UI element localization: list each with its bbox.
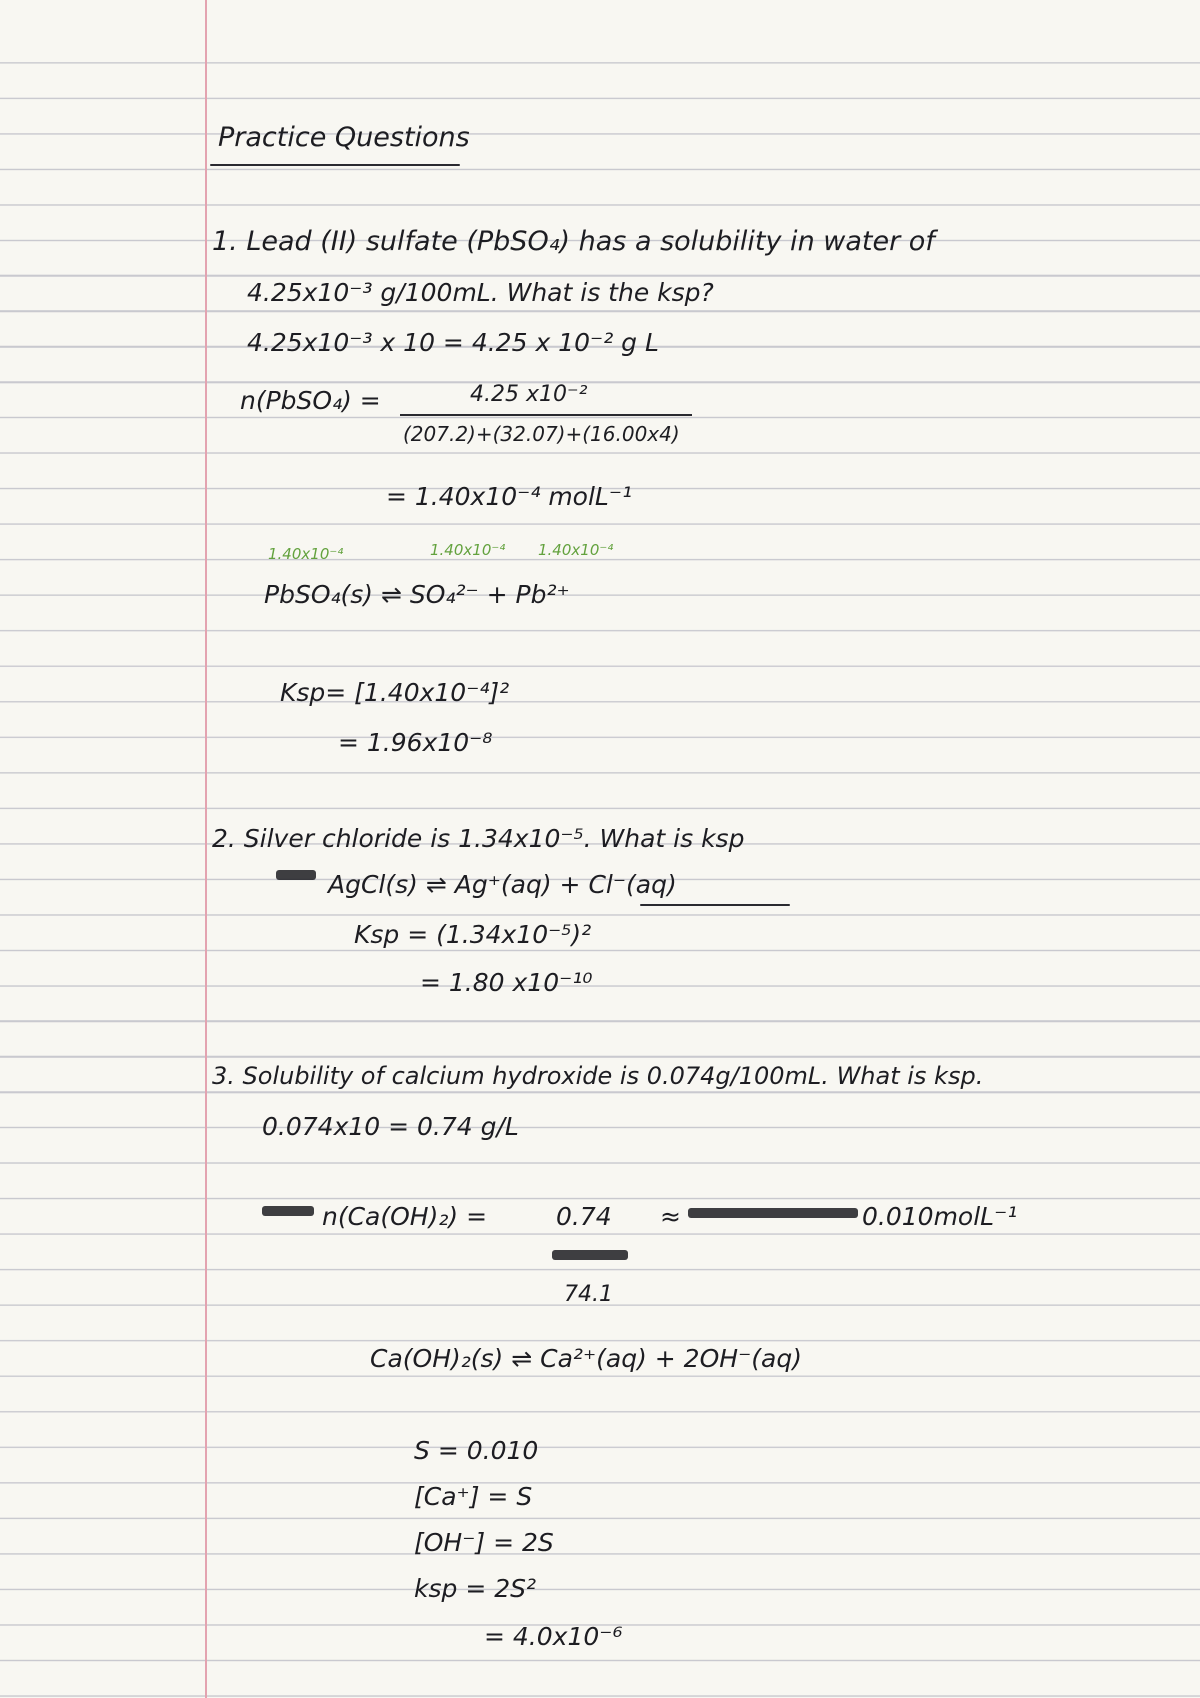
q3-approx-sign: ≈ [660, 1202, 681, 1231]
q1-equilibrium-equation: PbSO₄(s) ⇌ SO₄²⁻ + Pb²⁺ [264, 580, 570, 609]
q2-scribble [276, 870, 316, 880]
q1-ice-value-2: 1.40x10⁻⁴ [430, 541, 506, 559]
q3-conversion: 0.074x10 = 0.74 g/L [262, 1112, 519, 1141]
q1-conversion: 4.25x10⁻³ x 10 = 4.25 x 10⁻² g L [247, 328, 659, 357]
q1-fraction-denominator: (207.2)+(32.07)+(16.00x4) [403, 422, 680, 446]
q1-question-line1: 1. Lead (II) sulfate (PbSO₄) has a solubility in water of [212, 226, 935, 257]
q1-fraction-bar [400, 414, 692, 416]
q1-question-line2: 4.25x10⁻³ g/100mL. What is the ksp? [247, 278, 714, 307]
q3-scribble-2 [552, 1250, 628, 1260]
q1-moles-result: = 1.40x10⁻⁴ molL⁻¹ [386, 482, 633, 511]
q3-moles-result: 0.010molL⁻¹ [862, 1202, 1018, 1231]
q3-solubility: S = 0.010 [414, 1436, 539, 1465]
q3-equilibrium-equation: Ca(OH)₂(s) ⇌ Ca²⁺(aq) + 2OH⁻(aq) [370, 1344, 802, 1373]
q2-ksp-result: = 1.80 x10⁻¹⁰ [420, 968, 593, 997]
q2-equilibrium-equation: AgCl(s) ⇌ Ag⁺(aq) + Cl⁻(aq) [328, 870, 677, 899]
q1-ice-value-1: 1.40x10⁻⁴ [268, 545, 344, 563]
q3-ksp-expression: ksp = 2S² [414, 1574, 537, 1603]
q1-ksp-result: = 1.96x10⁻⁸ [338, 728, 493, 757]
q2-question: 2. Silver chloride is 1.34x10⁻⁵. What is ksp [212, 824, 745, 853]
q3-fraction-numerator: 0.74 [556, 1202, 612, 1231]
q3-hydroxide-concentration: [OH⁻] = 2S [414, 1528, 554, 1557]
q1-ksp-expression: Ksp= [1.40x10⁻⁴]² [280, 678, 510, 707]
q2-equation-underline [640, 904, 790, 906]
q3-scribble-3 [688, 1208, 858, 1218]
q3-scribble-1 [262, 1206, 314, 1216]
q3-moles-label: n(Ca(OH)₂) = [322, 1202, 488, 1231]
q3-question: 3. Solubility of calcium hydroxide is 0.074g/100mL. What is ksp. [212, 1062, 984, 1090]
q1-fraction-numerator: 4.25 x10⁻² [470, 382, 588, 407]
q2-ksp-expression: Ksp = (1.34x10⁻⁵)² [354, 920, 592, 949]
page-title: Practice Questions [218, 122, 470, 153]
q3-calcium-concentration: [Ca⁺] = S [414, 1482, 533, 1511]
title-underline [210, 164, 460, 166]
q1-moles-label: n(PbSO₄) = [240, 386, 381, 415]
margin-line [205, 0, 207, 1698]
q1-ice-value-3: 1.40x10⁻⁴ [538, 541, 614, 559]
q3-ksp-result: = 4.0x10⁻⁶ [484, 1622, 623, 1651]
q3-fraction-denominator: 74.1 [564, 1282, 613, 1307]
